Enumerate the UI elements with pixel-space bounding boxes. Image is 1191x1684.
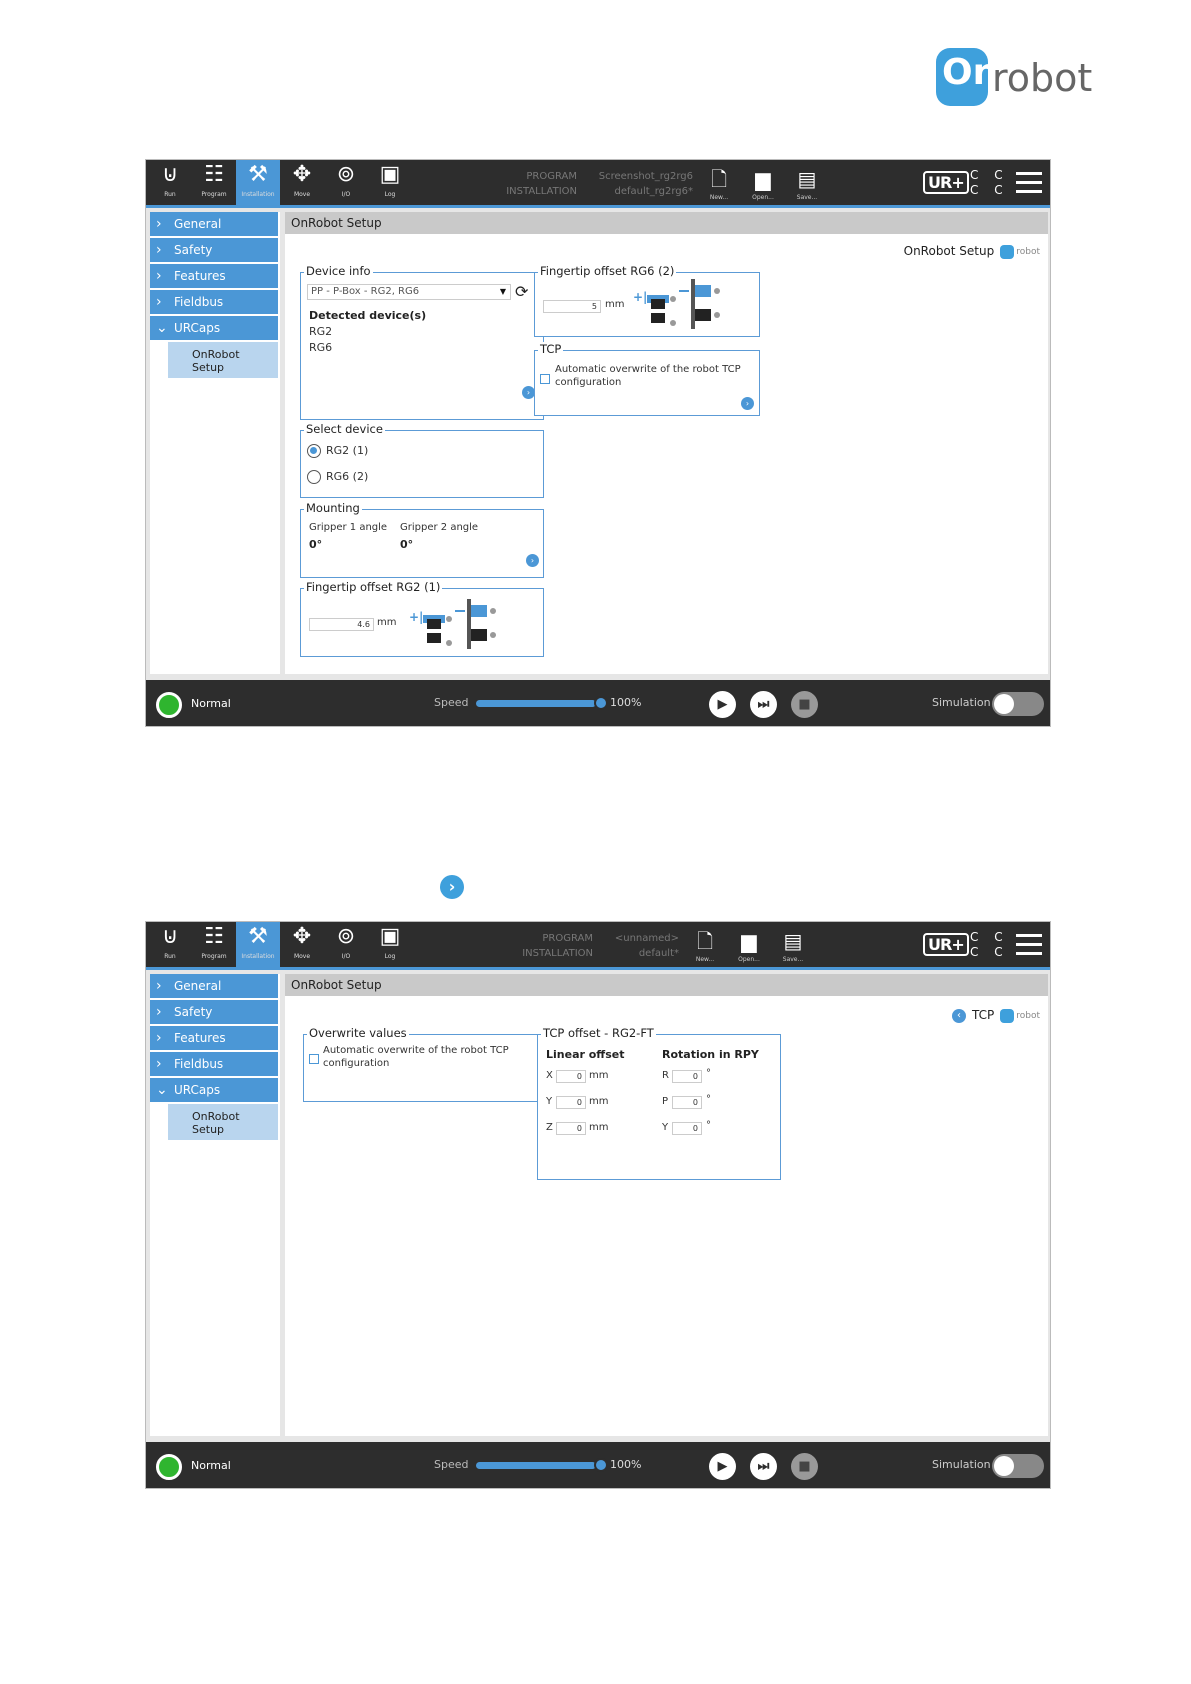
tcp-title: TCP bbox=[540, 342, 562, 356]
dropdown-arrow-icon: ▼ bbox=[499, 287, 506, 296]
chevron-right-icon: › bbox=[156, 978, 162, 994]
log-button[interactable]: ▣ Log bbox=[368, 160, 412, 208]
urplus-button[interactable]: UR+ bbox=[923, 171, 969, 194]
unit-label: mm bbox=[377, 617, 397, 628]
program-info-keys: PROGRAM INSTALLATION bbox=[522, 933, 593, 959]
fingertip-rg2-title: Fingertip offset RG2 (1) bbox=[306, 580, 441, 594]
installation-icon: ⚒ bbox=[248, 162, 268, 187]
open-button[interactable]: ▆ Open... bbox=[743, 164, 783, 201]
sidebar-item-urcaps[interactable]: ⌄ URCaps bbox=[150, 316, 278, 340]
back-icon[interactable]: ‹ bbox=[952, 1009, 966, 1023]
simulation-label: Simulation bbox=[932, 696, 991, 709]
play-button[interactable] bbox=[709, 1453, 736, 1480]
linear-offset-label: Linear offset bbox=[546, 1048, 625, 1061]
rotation-y-input[interactable]: 0 bbox=[672, 1122, 702, 1135]
program-info-values bbox=[599, 931, 679, 961]
sidebar-item-onrobot-setup[interactable]: OnRobot Setup bbox=[168, 342, 278, 378]
connection-status-icon: C C C C bbox=[970, 930, 1009, 959]
stop-icon: ■ bbox=[798, 1459, 811, 1474]
overwrite-values-title: Overwrite values bbox=[309, 1026, 407, 1040]
new-file-icon: 🗋 bbox=[696, 929, 714, 953]
axis-label: X bbox=[546, 1070, 553, 1081]
device-info-panel bbox=[300, 264, 544, 420]
io-button[interactable]: ⊚ I/O bbox=[324, 160, 368, 208]
screenshot-onrobot-setup bbox=[145, 159, 1051, 727]
chevron-right-icon: › bbox=[156, 1004, 162, 1020]
log-icon: ▣ bbox=[379, 162, 401, 187]
run-button[interactable]: ⊍ Run bbox=[148, 160, 192, 208]
chevron-down-icon: ⌄ bbox=[156, 1082, 168, 1098]
program-icon: ☷ bbox=[204, 924, 224, 949]
axis-label: Y bbox=[662, 1122, 669, 1133]
gripper1-angle-label: Gripper 1 angle bbox=[309, 522, 388, 533]
stop-button[interactable] bbox=[791, 691, 818, 718]
chevron-right-icon: › bbox=[156, 294, 162, 310]
sidebar-item-features[interactable]: › Features bbox=[150, 264, 278, 288]
rg6-option-label: RG6 (2) bbox=[326, 470, 369, 483]
simulation-toggle[interactable] bbox=[992, 692, 1044, 716]
gripper1-angle-value: 0° bbox=[309, 538, 323, 551]
axis-label: Z bbox=[546, 1122, 553, 1133]
bottom-bar bbox=[146, 1442, 1051, 1489]
linear-z-input[interactable]: 0 bbox=[556, 1122, 586, 1135]
program-info-keys: PROGRAM INSTALLATION bbox=[506, 171, 577, 197]
breadcrumb: ‹ TCP robot bbox=[952, 1008, 1040, 1023]
hamburger-menu-icon[interactable] bbox=[1016, 934, 1042, 961]
onrobot-mini-logo-icon bbox=[1000, 1009, 1014, 1023]
fingertip-rg2-input[interactable]: 4.6 bbox=[309, 618, 374, 631]
svg-text:+|: +| bbox=[409, 610, 424, 624]
rg6-radio[interactable] bbox=[307, 470, 321, 484]
hamburger-menu-icon[interactable] bbox=[1016, 172, 1042, 199]
step-icon: ⏭ bbox=[757, 1459, 770, 1474]
fingertip-rg2-panel bbox=[300, 580, 544, 657]
device-info-title: Device info bbox=[306, 264, 371, 278]
tcp-panel bbox=[534, 342, 760, 416]
bottom-bar bbox=[146, 680, 1051, 727]
onrobot-logo bbox=[936, 48, 1093, 110]
tcp-offset-panel bbox=[537, 1026, 781, 1180]
play-icon: ▶ bbox=[717, 1459, 728, 1474]
sidebar-item-fieldbus[interactable]: › Fieldbus bbox=[150, 290, 278, 314]
auto-overwrite-label-line1: Automatic overwrite of the robot TCP bbox=[555, 364, 741, 375]
io-icon: ⊚ bbox=[336, 924, 356, 949]
breadcrumb: OnRobot Setup robot bbox=[903, 244, 1040, 258]
sidebar-item-safety[interactable]: › Safety bbox=[150, 238, 278, 262]
next-step-arrow-icon: › bbox=[440, 875, 464, 899]
program-icon: ☷ bbox=[204, 162, 224, 187]
axis-label: R bbox=[662, 1070, 669, 1081]
program-info-values bbox=[583, 169, 693, 199]
main-content bbox=[285, 974, 1048, 1436]
play-button[interactable] bbox=[709, 691, 736, 718]
step-button[interactable] bbox=[750, 691, 777, 718]
onrobot-mini-logo-icon bbox=[1000, 245, 1014, 259]
chevron-right-icon: › bbox=[156, 242, 162, 258]
move-button[interactable]: ✥ Move bbox=[280, 160, 324, 208]
auto-overwrite-tcp-checkbox[interactable] bbox=[309, 1054, 319, 1064]
speed-value: 100% bbox=[610, 1458, 642, 1471]
sidebar-item-general[interactable]: › General bbox=[150, 974, 278, 998]
speed-label: Speed bbox=[434, 1458, 469, 1471]
stop-button[interactable] bbox=[791, 1453, 818, 1480]
next-icon[interactable]: › bbox=[522, 386, 535, 399]
speed-slider-handle[interactable] bbox=[594, 696, 608, 710]
robot-status-label: Normal bbox=[191, 697, 231, 710]
screenshot-tcp-setup bbox=[145, 921, 1051, 1489]
auto-overwrite-tcp-checkbox[interactable] bbox=[540, 374, 550, 384]
play-icon: ▶ bbox=[717, 697, 728, 712]
unit-label: mm bbox=[589, 1122, 609, 1133]
save-icon: ▤ bbox=[783, 929, 803, 953]
unit-label: ° bbox=[706, 1120, 711, 1131]
detected-device: RG2 bbox=[309, 325, 333, 338]
run-button[interactable]: ⊍ Run bbox=[148, 922, 192, 970]
sidebar-item-features[interactable]: › Features bbox=[150, 1026, 278, 1050]
fingertip-rg6-input[interactable]: 5 bbox=[543, 300, 601, 313]
detected-devices-label: Detected device(s) bbox=[309, 309, 427, 322]
program-name: <unnamed> bbox=[614, 933, 679, 944]
page-title: OnRobot Setup bbox=[285, 974, 1048, 996]
installation-button[interactable]: ⚒ Installation bbox=[236, 160, 280, 208]
chevron-right-icon: › bbox=[156, 216, 162, 232]
simulation-label: Simulation bbox=[932, 1458, 991, 1471]
page-title: OnRobot Setup bbox=[285, 212, 1048, 234]
connection-status-icon: C C C C bbox=[970, 168, 1009, 197]
unit-label: ° bbox=[706, 1068, 711, 1079]
device-dropdown[interactable]: PP - P-Box - RG2, RG6 ▼ bbox=[307, 284, 511, 300]
chevron-right-icon: › bbox=[156, 1056, 162, 1072]
refresh-icon[interactable]: ⟳ bbox=[515, 282, 529, 301]
select-device-panel bbox=[300, 422, 544, 498]
sidebar bbox=[150, 212, 280, 674]
chevron-down-icon: ⌄ bbox=[156, 320, 168, 336]
logo-on-letters: On bbox=[942, 52, 999, 93]
unit-label: ° bbox=[706, 1094, 711, 1105]
robot-status-icon[interactable] bbox=[156, 1454, 182, 1480]
speed-slider[interactable] bbox=[476, 700, 596, 707]
mounting-title: Mounting bbox=[306, 501, 360, 515]
ur-logo-icon: ⊍ bbox=[161, 162, 179, 187]
io-button[interactable]: ⊚ I/O bbox=[324, 922, 368, 970]
speed-slider-handle[interactable] bbox=[594, 1458, 608, 1472]
new-button[interactable]: 🗋 New... bbox=[699, 164, 739, 201]
save-button[interactable]: ▤ Save... bbox=[787, 164, 827, 201]
fingertip-rg6-title: Fingertip offset RG6 (2) bbox=[540, 264, 675, 278]
step-button[interactable] bbox=[750, 1453, 777, 1480]
log-button[interactable]: ▣ Log bbox=[368, 922, 412, 970]
robot-status-icon[interactable] bbox=[156, 692, 182, 718]
sidebar-item-fieldbus[interactable]: › Fieldbus bbox=[150, 1052, 278, 1076]
open-folder-icon: ▆ bbox=[755, 167, 771, 191]
main-content bbox=[285, 212, 1048, 674]
program-name: Screenshot_rg2rg6 bbox=[598, 171, 693, 182]
gripper2-angle-value: 0° bbox=[400, 538, 414, 551]
move-icon: ✥ bbox=[292, 162, 312, 187]
linear-y-input[interactable]: 0 bbox=[556, 1096, 586, 1109]
unit-label: mm bbox=[589, 1096, 609, 1107]
next-icon[interactable]: › bbox=[741, 397, 754, 410]
speed-label: Speed bbox=[434, 696, 469, 709]
select-device-title: Select device bbox=[306, 422, 383, 436]
rg2-radio[interactable] bbox=[307, 444, 321, 458]
rotation-r-input[interactable]: 0 bbox=[672, 1070, 702, 1083]
open-folder-icon: ▆ bbox=[741, 929, 757, 953]
overwrite-values-panel bbox=[303, 1026, 547, 1102]
logo-word: robot bbox=[992, 56, 1093, 100]
svg-text:+|: +| bbox=[633, 290, 648, 304]
stop-icon: ■ bbox=[798, 697, 811, 712]
sidebar-item-urcaps[interactable]: ⌄ URCaps bbox=[150, 1078, 278, 1102]
new-button[interactable]: 🗋 New... bbox=[685, 926, 725, 963]
axis-label: Y bbox=[546, 1096, 553, 1107]
tcp-offset-title: TCP offset - RG2-FT bbox=[543, 1026, 654, 1040]
sidebar-item-onrobot-setup[interactable]: OnRobot Setup bbox=[168, 1104, 278, 1140]
move-button[interactable]: ✥ Move bbox=[280, 922, 324, 970]
io-icon: ⊚ bbox=[336, 162, 356, 187]
axis-label: P bbox=[662, 1096, 669, 1107]
sidebar bbox=[150, 974, 280, 1436]
mounting-panel bbox=[300, 501, 544, 578]
auto-overwrite-label-line2: configuration bbox=[555, 377, 622, 388]
auto-overwrite-label-line2: configuration bbox=[323, 1058, 390, 1069]
log-icon: ▣ bbox=[379, 924, 401, 949]
unit-label: mm bbox=[605, 299, 625, 310]
sidebar-item-general[interactable]: › General bbox=[150, 212, 278, 236]
step-icon: ⏭ bbox=[757, 697, 770, 712]
speed-value: 100% bbox=[610, 696, 642, 709]
open-button[interactable]: ▆ Open... bbox=[729, 926, 769, 963]
installation-icon: ⚒ bbox=[248, 924, 268, 949]
next-icon[interactable]: › bbox=[526, 554, 539, 567]
ur-logo-icon: ⊍ bbox=[161, 924, 179, 949]
chevron-right-icon: › bbox=[156, 1030, 162, 1046]
program-button[interactable]: ☷ Program bbox=[192, 922, 236, 970]
save-icon: ▤ bbox=[797, 167, 817, 191]
rotation-p-input[interactable]: 0 bbox=[672, 1096, 702, 1109]
rg2-option-label: RG2 (1) bbox=[326, 444, 369, 457]
new-file-icon: 🗋 bbox=[710, 167, 728, 191]
installation-name: default_rg2rg6* bbox=[614, 186, 693, 197]
urplus-button[interactable]: UR+ bbox=[923, 933, 969, 956]
rotation-rpy-label: Rotation in RPY bbox=[662, 1048, 759, 1061]
sidebar-item-safety[interactable]: › Safety bbox=[150, 1000, 278, 1024]
linear-x-input[interactable]: 0 bbox=[556, 1070, 586, 1083]
unit-label: mm bbox=[589, 1070, 609, 1081]
speed-slider[interactable] bbox=[476, 1462, 596, 1469]
installation-name: default* bbox=[638, 948, 679, 959]
program-button[interactable]: ☷ Program bbox=[192, 160, 236, 208]
top-toolbar bbox=[146, 922, 1051, 970]
top-toolbar bbox=[146, 160, 1051, 208]
simulation-toggle[interactable] bbox=[992, 1454, 1044, 1478]
chevron-right-icon: › bbox=[156, 268, 162, 284]
auto-overwrite-label-line1: Automatic overwrite of the robot TCP bbox=[323, 1045, 509, 1056]
gripper-offset-diagram-icon bbox=[633, 277, 729, 333]
save-button[interactable]: ▤ Save... bbox=[773, 926, 813, 963]
fingertip-rg6-panel bbox=[534, 264, 760, 337]
gripper2-angle-label: Gripper 2 angle bbox=[400, 522, 479, 533]
robot-status-label: Normal bbox=[191, 1459, 231, 1472]
gripper-offset-diagram-icon bbox=[409, 597, 505, 653]
installation-button[interactable]: ⚒ Installation bbox=[236, 922, 280, 970]
detected-device: RG6 bbox=[309, 341, 333, 354]
move-icon: ✥ bbox=[292, 924, 312, 949]
